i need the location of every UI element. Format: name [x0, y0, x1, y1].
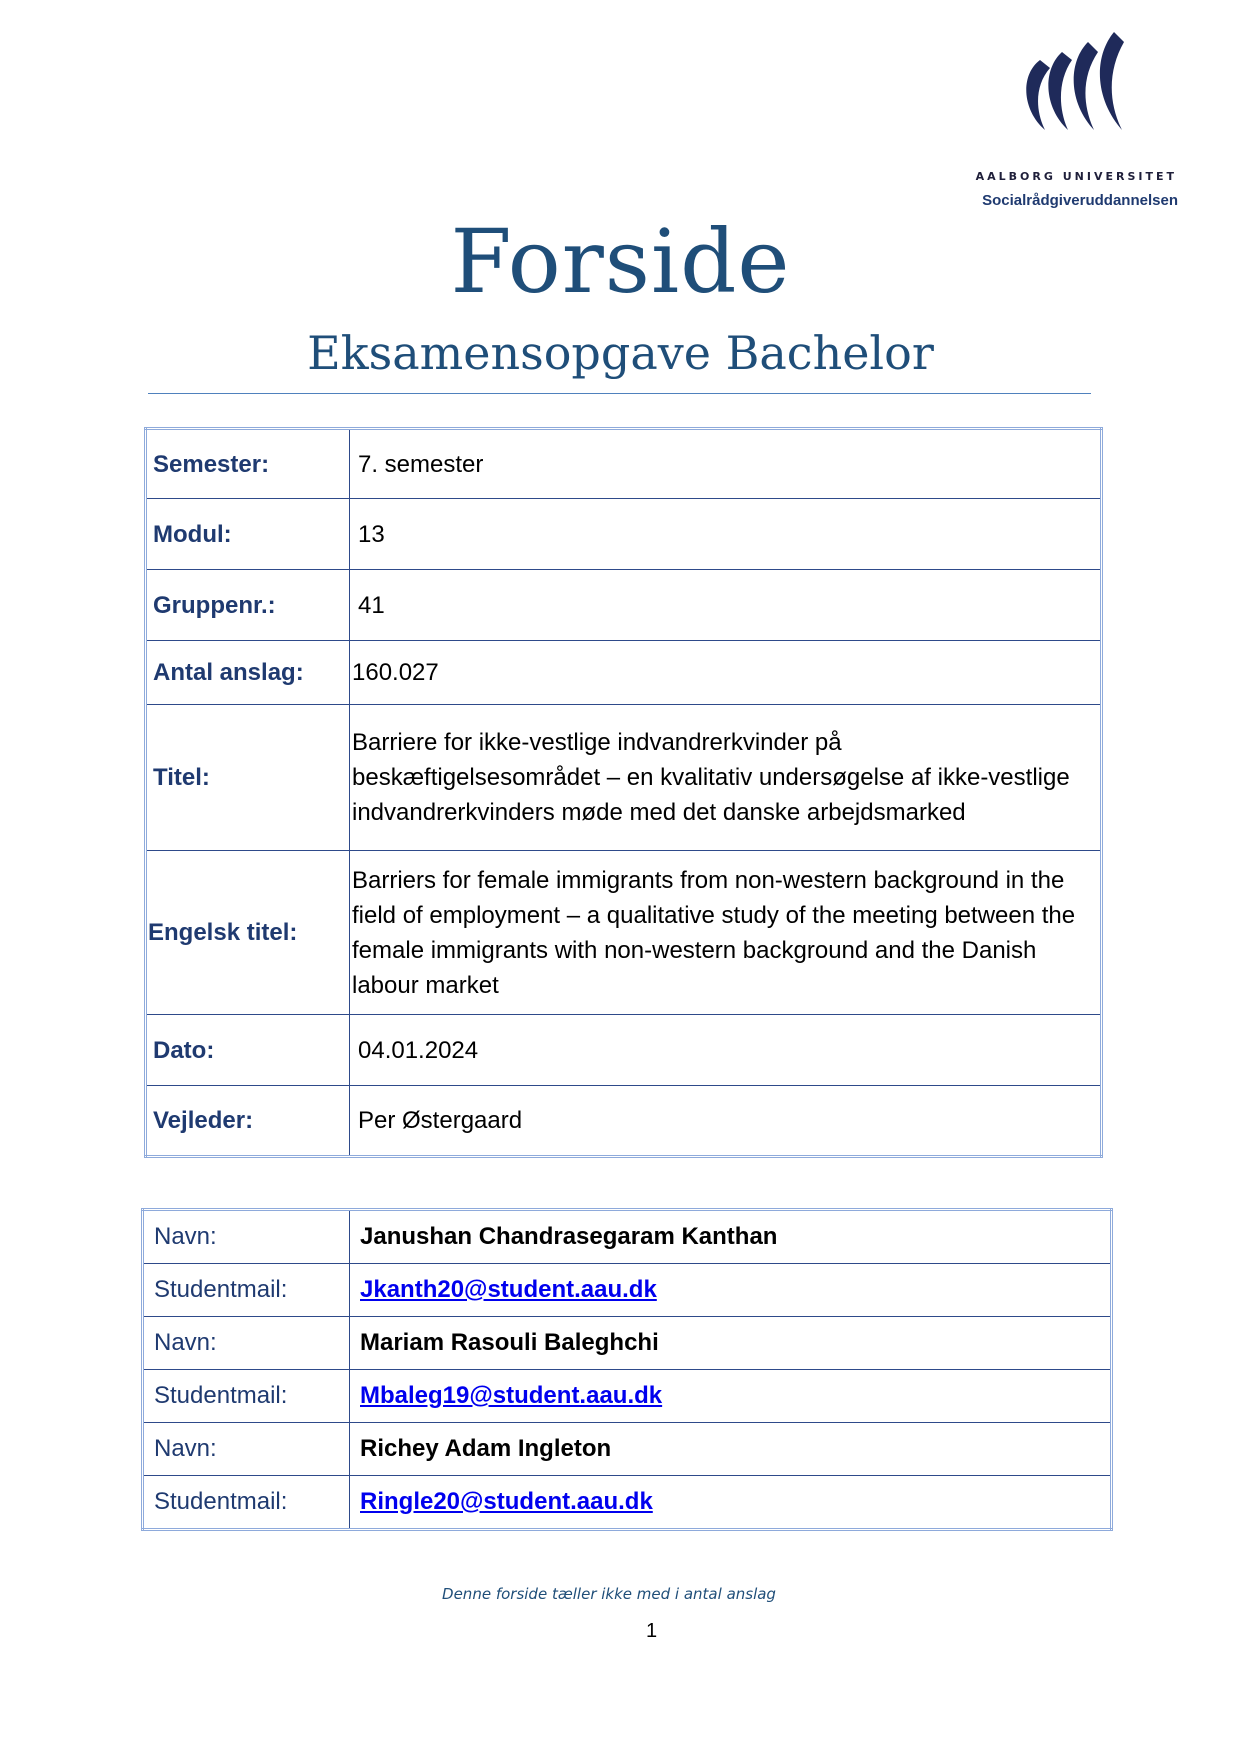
titel-value: Barriere for ikke-vestlige indvandrerkvinder på beskæftigelsesområdet – en kvalitativ undersøgelse af ikke-vestlige indvandrerkvinders møde med det danske arbejdsmarked [350, 705, 1102, 851]
table-row [146, 851, 1102, 1015]
table-row [146, 705, 1102, 851]
table-row [146, 570, 1102, 641]
gruppenr-value: 41 [350, 570, 1102, 641]
gruppenr-label: Gruppenr.: [146, 570, 350, 641]
student-name: Janushan Chandrasegaram Kanthan [350, 1210, 1112, 1264]
modul-label: Modul: [146, 499, 350, 570]
name-label: Navn: [143, 1210, 350, 1264]
engelsk-titel-value: Barriers for female immigrants from non-western background in the field of employment – a qualitative study of the meeting between the female immigrants with non-western background and the Danish labour market [350, 851, 1102, 1015]
table-row [143, 1476, 1112, 1530]
mail-label: Studentmail: [143, 1476, 350, 1530]
university-name: AALBORG UNIVERSITET [975, 170, 1177, 183]
name-label: Navn: [143, 1423, 350, 1476]
students-table [141, 1208, 1113, 1531]
dato-label: Dato: [146, 1015, 350, 1086]
mail-label: Studentmail: [143, 1370, 350, 1423]
student-mail-link[interactable]: Mbaleg19@student.aau.dk [360, 1382, 663, 1409]
student-name: Richey Adam Ingleton [350, 1423, 1112, 1476]
student-mail-link[interactable]: Ringle20@student.aau.dk [360, 1488, 653, 1515]
vejleder-label: Vejleder: [146, 1086, 350, 1157]
engelsk-titel-label: Engelsk titel: [146, 851, 350, 1015]
student-mail-link[interactable]: Jkanth20@student.aau.dk [360, 1276, 657, 1303]
dato-value: 04.01.2024 [350, 1015, 1102, 1086]
modul-value: 13 [350, 499, 1102, 570]
antal-anslag-value: 160.027 [350, 641, 1102, 705]
vejleder-value: Per Østergaard [350, 1086, 1102, 1157]
page-number: 1 [645, 1620, 658, 1642]
aau-logo-icon [1010, 30, 1140, 140]
table-row [146, 641, 1102, 705]
student-name: Mariam Rasouli Baleghchi [350, 1317, 1112, 1370]
table-row [146, 429, 1102, 499]
table-row [143, 1264, 1112, 1317]
table-row [146, 1086, 1102, 1157]
semester-label: Semester: [146, 429, 350, 499]
name-label: Navn: [143, 1317, 350, 1370]
table-row [146, 499, 1102, 570]
titel-label: Titel: [146, 705, 350, 851]
page-subtitle: Eksamensopgave Bachelor [307, 326, 934, 380]
semester-value: 7. semester [350, 429, 1102, 499]
table-row [143, 1423, 1112, 1476]
table-row [146, 1015, 1102, 1086]
exam-info-table [144, 427, 1103, 1158]
table-row [143, 1317, 1112, 1370]
mail-label: Studentmail: [143, 1264, 350, 1317]
title-divider [148, 393, 1091, 394]
department-name: Socialrådgiveruddannelsen [982, 192, 1178, 209]
page-title: Forside [450, 210, 791, 313]
table-row [143, 1210, 1112, 1264]
footer-note: Denne forside tæller ikke med i antal anslag [442, 1585, 776, 1603]
antal-anslag-label: Antal anslag: [146, 641, 350, 705]
table-row [143, 1370, 1112, 1423]
